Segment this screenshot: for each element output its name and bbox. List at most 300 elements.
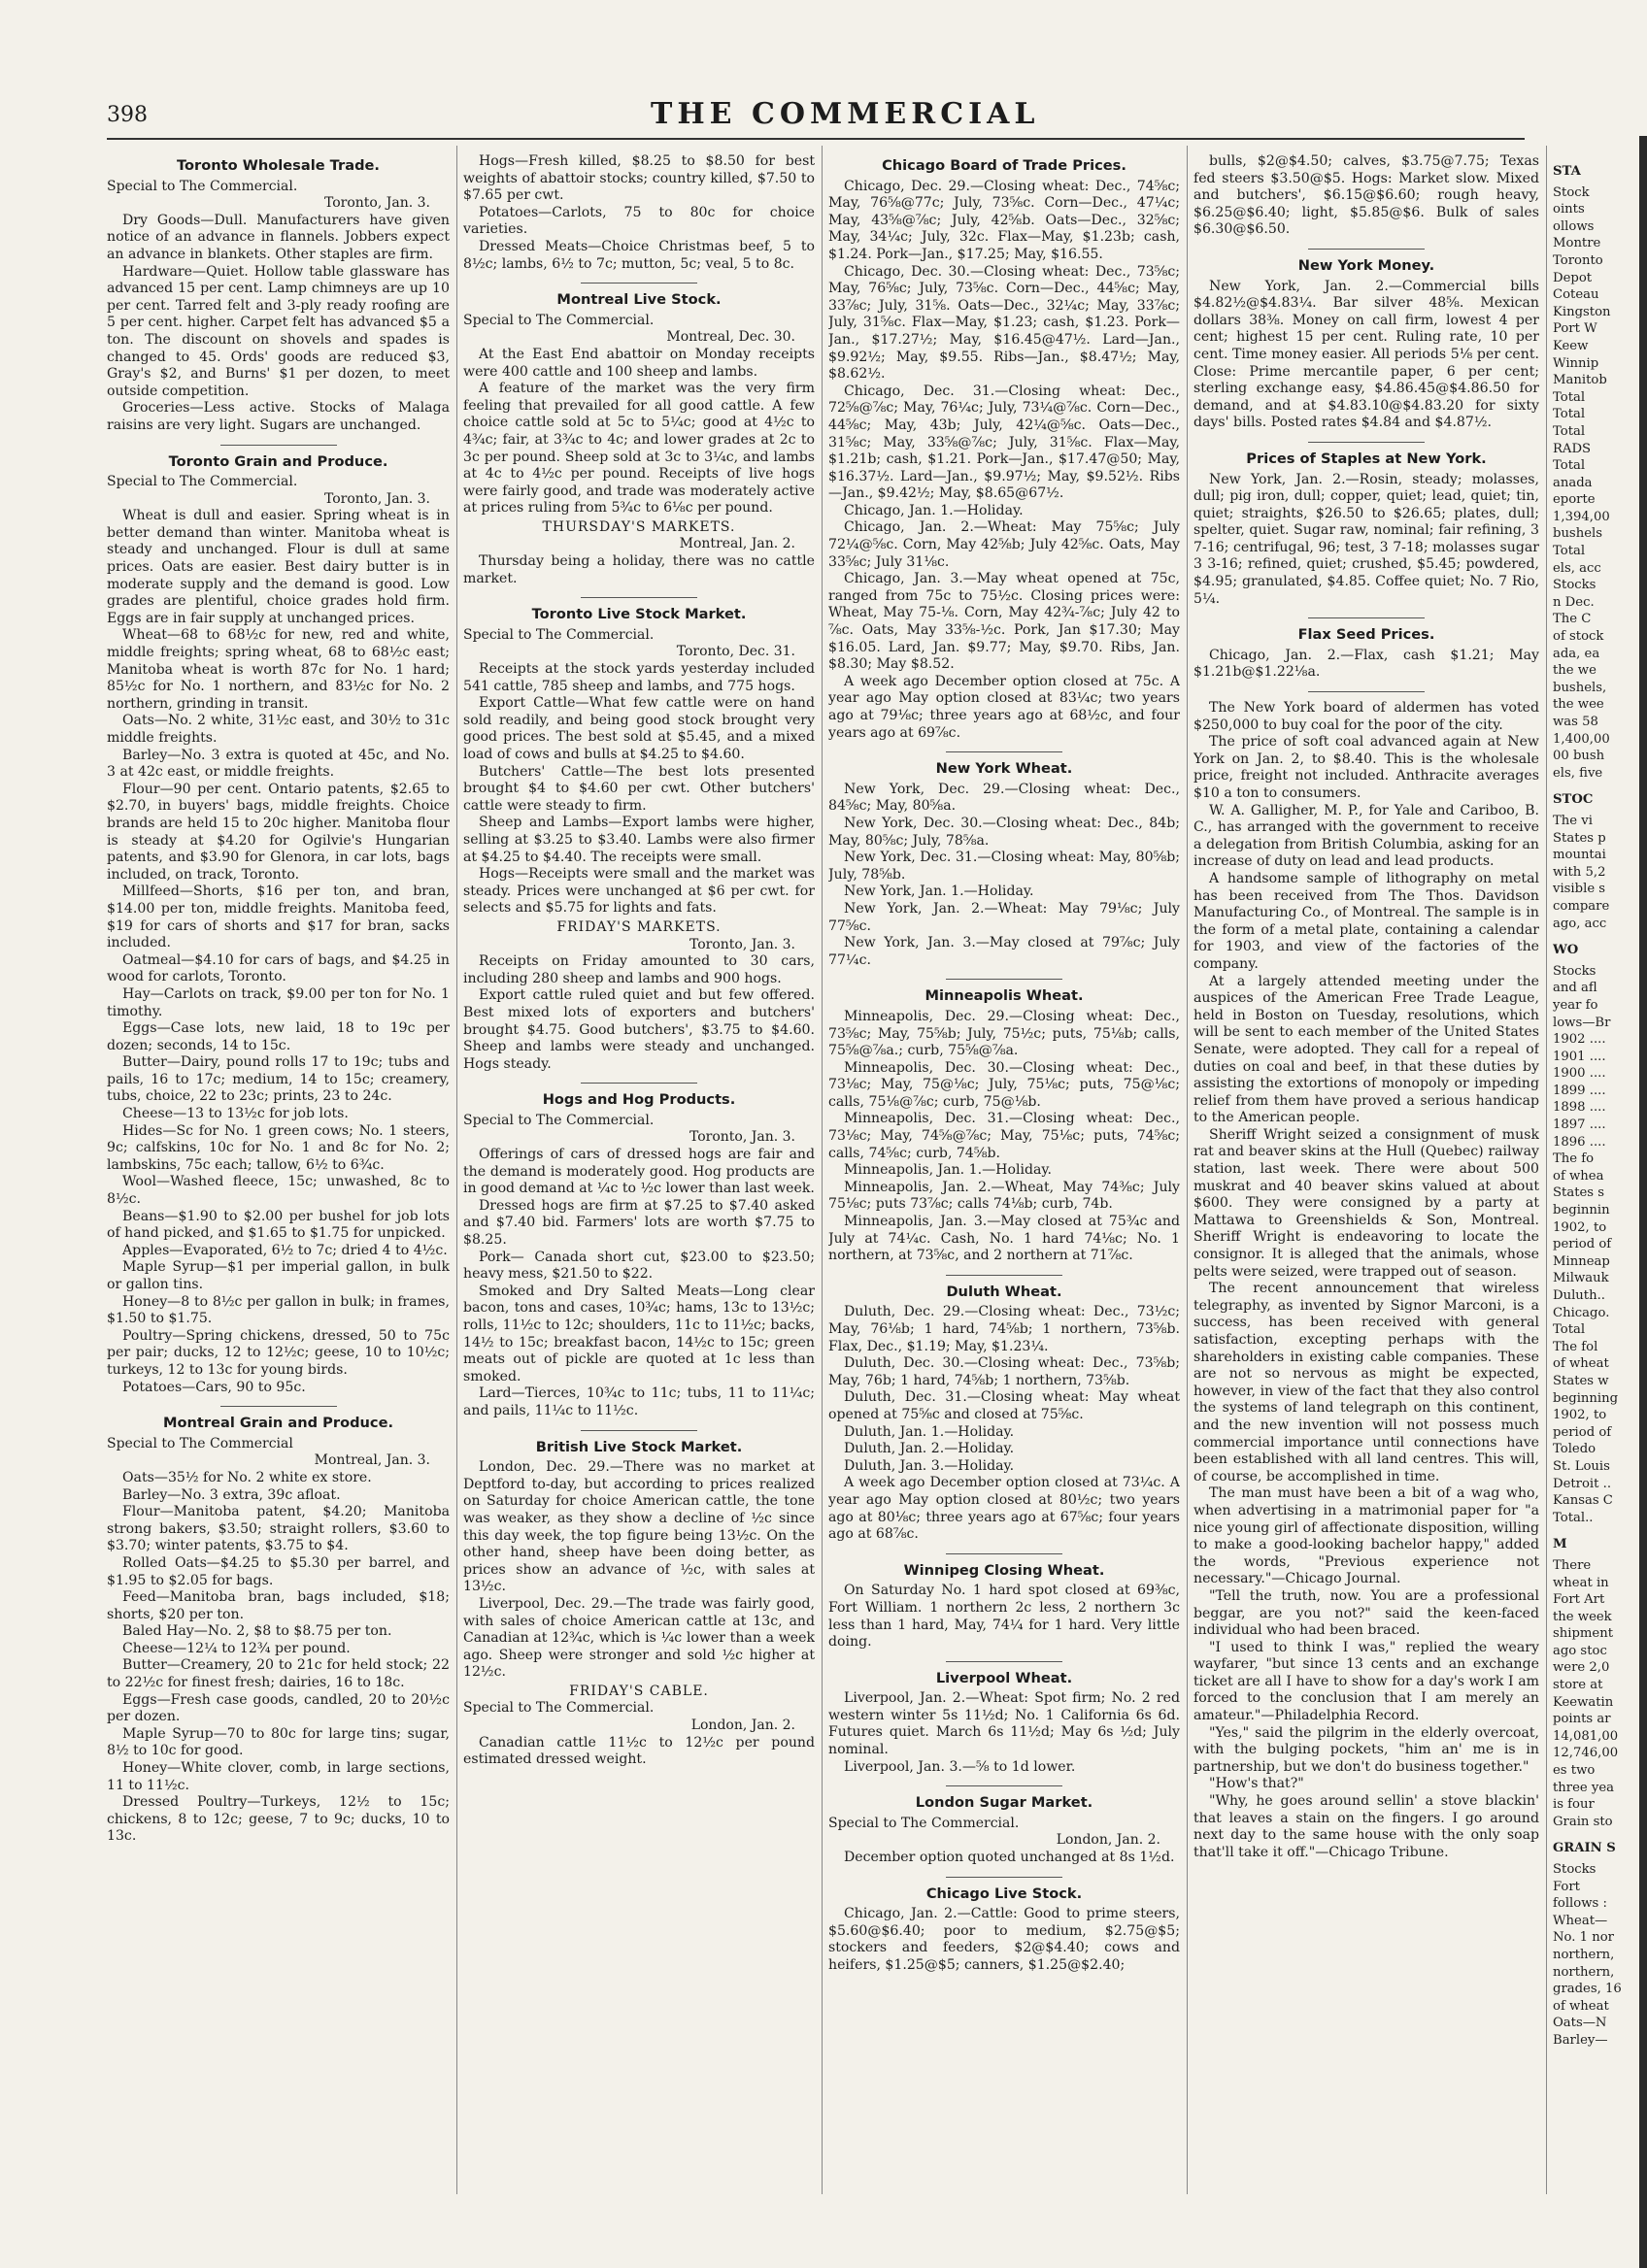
cropped-text-fragment: Port W [1553,321,1597,337]
cropped-text-fragment: 12,746,00 [1553,1746,1619,1761]
article-paragraph: Lard—Tierces, 10¾c to 11c; tubs, 11 to 11¼c; and pails, 11¼c to 11½c. [463,1385,815,1418]
dateline-source: Special to The Commercial [107,1435,293,1451]
cropped-text-fragment: ada, ea [1553,646,1600,661]
article [828,157,1180,742]
article-separator [220,1406,337,1407]
page-number: 398 [107,103,148,127]
article [828,987,1180,1265]
cropped-text-fragment: period of [1553,1237,1612,1252]
article-paragraph: Wheat—68 to 68½c for new, red and white, middle freights; spring wheat, 68 to 68½c east; Manitoba wheat is worth 87c for No. 1 hard; 85½c for No. 1 northern, and 83½c for No. 2 northern, grinding in transit. [107,627,450,712]
cropped-text-fragment: There [1553,1557,1592,1573]
article [1193,257,1539,432]
article [463,1091,815,1419]
cropped-text-fragment: Stocks [1553,963,1597,979]
dateline-place: Toronto, Jan. 3. [689,1129,795,1146]
cropped-text-fragment: Winnip [1553,355,1599,371]
article-separator [946,1785,1062,1786]
dateline-place: Montreal, Jan. 2. [679,536,795,552]
dateline-place: Toronto, Dec. 31. [676,644,795,660]
article-paragraph: Eggs—Fresh case goods, candled, 20 to 20½c per dozen. [107,1691,450,1725]
cropped-text-fragment: northern, [1553,1964,1615,1980]
article-paragraph: December option quoted unchanged at 8s 1½d. [844,1850,1175,1866]
article-paragraph: Liverpool, Jan. 2.—Wheat: Spot firm; No. 2 red western winter 5s 11½d; No. 1 California 6s 6d. Futures quiet. March 6s 11½d; May 6s ½d; July nominal. [828,1690,1180,1758]
cropped-text-fragment: States s [1553,1185,1605,1201]
article-headline: London Sugar Market. [915,1794,1093,1812]
article-separator [220,445,337,446]
article-paragraph: Maple Syrup—70 to 80c for large tins; sugar, 8½ to 10c for good. [107,1725,450,1759]
cropped-text-fragment: Chicago. [1553,1305,1610,1320]
cropped-text-fragment: Stock [1553,184,1590,200]
cropped-text-fragment: were 2,0 [1553,1660,1610,1676]
article-paragraph: Minneapolis, Dec. 30.—Closing wheat: Dec., 73⅛c; May, 75@⅛c; July, 75⅛c; puts, 75@⅛c; calls, 75⅛@⅞c; curb, 75@⅛b. [828,1059,1180,1110]
dateline-place: Toronto, Jan. 3. [323,195,430,212]
column-divider [822,146,823,2194]
cropped-text-fragment: Montre [1553,236,1601,251]
article-paragraph: W. A. Galligher, M. P., for Yale and Cariboo, B. C., has arranged with the government to receive a delegation from British Columbia, asking for an increase of duty on lead and lead products. [1193,802,1539,870]
cropped-text-fragment: 1902 .... [1553,1032,1606,1048]
article-paragraph: Beans—$1.90 to $2.00 per bushel for job lots of hand picked, and $1.65 to $1.75 for unpicked. [107,1208,450,1242]
section-subhead: FRIDAY'S MARKETS. [556,918,722,935]
article-paragraph: Dressed Poultry—Turkeys, 12½ to 15c; chickens, 8 to 12c; geese, 7 to 9c; ducks, 10 to 13c. [107,1794,450,1845]
cropped-text-fragment: Total [1553,458,1586,474]
article-paragraph: New York, Dec. 30.—Closing wheat: Dec., 84b; May, 80⅝c; July, 78⅝a. [828,815,1180,849]
cropped-text-fragment: Stocks [1553,578,1597,593]
dateline-place: London, Jan. 2. [1056,1832,1160,1849]
cropped-text-fragment: Milwauk [1553,1271,1609,1286]
article-headline: New York Wheat. [935,760,1073,778]
article [828,1562,1180,1651]
dateline-source: Special to The Commercial. [107,474,298,490]
cropped-text-fragment: Wheat— [1553,1913,1608,1928]
article [1193,450,1539,608]
article-paragraph: Export cattle ruled quiet and but few offered. Best mixed lots of exporters and butchers' brought $4.75. Good butchers', $3.75 to $4.60. Sheep and lambs were steady and unchanged. Hogs steady. [463,987,815,1072]
article-paragraph: Baled Hay—No. 2, $8 to $8.75 per ton. [122,1623,392,1640]
article-paragraph: New York, Jan. 1.—Holiday. [844,884,1034,900]
dateline-source: Special to The Commercial. [463,626,655,643]
dateline-place: Toronto, Jan. 3. [689,936,795,952]
cropped-text-fragment: eporte [1553,492,1596,508]
article-paragraph: Honey—White clover, comb, in large sections, 11 to 11½c. [107,1760,450,1793]
cropped-text-fragment: 1897 .... [1553,1117,1606,1133]
cropped-text-fragment: Kansas C [1553,1493,1613,1509]
column-4 [1193,153,1539,2183]
cropped-text-fragment: RADS [1553,441,1592,456]
dateline-source: Special to The Commercial. [463,312,655,328]
article-paragraph: A week ago December option closed at 75c. A year ago May option closed at 83¼c; two years ago at 79⅛c; three years ago at 68½c, and four years ago at 69⅞c. [828,673,1180,741]
dateline-place: London, Jan. 2. [690,1718,795,1734]
article-paragraph: New York, Jan. 3.—May closed at 79⅞c; July 77¼c. [828,935,1180,968]
article-paragraph: Chicago, Dec. 31.—Closing wheat: Dec., 72⅝@⅞c; May, 76¼c; July, 73¼@⅞c. Corn—Dec., 44⅝c; May, 43b; July, 42¼@⅝c. Oats—Dec., 31⅝c; May, 33⅝@⅞c; July, 31⅝c. Flax—May, $1.21b; cash, $1.21. Pork—Jan., $17.47@50; May, $16.37½. Lard—Jan., $9.97½; May, $9.52½. Ribs—Jan., $9.42½; May, $8.65@67½. [828,383,1180,502]
cropped-text-fragment: oints [1553,202,1585,217]
article-paragraph: Duluth, Dec. 30.—Closing wheat: Dec., 73⅝b; May, 76b; 1 hard, 74⅝b; 1 northern, 73⅝b. [828,1355,1180,1388]
article-separator [581,597,697,598]
cropped-text-fragment: was 58 [1553,715,1598,729]
cropped-text-fragment: beginning [1553,1390,1619,1406]
cropped-text-fragment: Barley— [1553,2032,1608,2048]
article-paragraph: A week ago December option closed at 73¼c. A year ago May option closed at 80½c; two years ago at 80⅛c; three years ago at 67⅝c; four years ago at 68⅞c. [828,1475,1180,1543]
article-paragraph: The recent announcement that wireless telegraphy, as invented by Signor Marconi, is a success, has been received with general satisfaction, excepting perhaps with the shareholders in existing cable companies. These are not so nervous as might be expected, however, in view of the fact that they also control the systems of land telegraph on this continent, and the new invention will not possess much commercial importance until connections have been established with all land centres. This will, of course, be accomplished in time. [1193,1281,1539,1484]
cropped-text-fragment: 14,081,00 [1553,1728,1619,1744]
article-paragraph: Potatoes—Carlots, 75 to 80c for choice varieties. [463,204,815,238]
article-headline: Duluth Wheat. [946,1283,1062,1300]
article-paragraph: Liverpool, Dec. 29.—The trade was fairly good, with sales of choice American cattle at 13c, and Canadian at 12¾c, which is ¼c lower than a week ago. Sheep were stronger and sold ½c higher at 12½c. [463,1595,815,1681]
article-paragraph: Apples—Evaporated, 6½ to 7c; dried 4 to 4½c. [122,1242,448,1258]
cropped-text-fragment: Stocks [1553,1862,1597,1877]
article [463,1439,815,1769]
article-paragraph: Minneapolis, Jan. 2.—Wheat, May 74⅜c; July 75⅛c; puts 73⅞c; calls 74⅛b; curb, 74b. [828,1179,1180,1213]
article-paragraph: Cheese—13 to 13½c for job lots. [122,1106,349,1122]
cropped-text-fragment: The fo [1553,1151,1595,1167]
article [1193,153,1539,239]
article [107,453,450,1397]
article-paragraph: Export Cattle—What few cattle were on hand sold readily, and being good stock brought very good prices. The best sold at $5.45, and a mixed load of cows and bulls at $4.25 to $4.60. [463,695,815,762]
article-paragraph: Hides—Sc for No. 1 green cows; No. 1 steers, 9c; calfskins, 10c for No. 1 and 8c for No. 2; lambskins, 75c each; tallow, 6½ to 6¾c. [107,1122,450,1173]
article-paragraph: Hardware—Quiet. Hollow table glassware has advanced 15 per cent. Lamp chimneys are up 10 per cent. Tarred felt and 3-ply ready roofing are 5 per cent. higher. Carpet felt has advanced $5 a ton. The discount on shovels and spades is changed to 45. Ords' goods are reduced $3, Gray's $2, and Burns' $1 per dozen, to meet outside competition. [107,263,450,399]
dateline-place: Toronto, Jan. 3. [323,490,430,507]
article-paragraph: London, Dec. 29.—There was no market at Deptford to-day, but according to prices realized on Saturday for choice American cattle, the tone was weaker, as they show a decline of ½c since this day week, the top figure being 13½c. On the other hand, sheep have been doing better, as prices show an advance of ½c, with sales at 13½c. [463,1459,815,1595]
article-paragraph: A handsome sample of lithography on metal has been received from The Thos. Davidson Manufacturing Co., of Montreal. The sample is in the form of a metal plate, containing a calendar for 1903, and view of the factories of the company. [1193,870,1539,972]
cropped-text-fragment: Kingston [1553,304,1611,319]
cropped-text-fragment: northern, [1553,1947,1615,1962]
article-paragraph: New York, Dec. 31.—Closing wheat: May, 80⅝b; July, 78⅝b. [828,850,1180,883]
article-paragraph: Oatmeal—$4.10 for cars of bags, and $4.25 in wood for carlots, Toronto. [107,951,450,985]
article-headline: Montreal Grain and Produce. [162,1415,394,1432]
article-separator [946,1553,1062,1554]
cropped-text-fragment: lows—Br [1553,1015,1611,1030]
article [828,1284,1180,1544]
cropped-text-fragment: 1900 .... [1553,1066,1606,1082]
cropped-text-fragment: Minneap [1553,1253,1610,1269]
article-paragraph: Flour—Manitoba patent, $4.20; Manitoba strong bakers, $3.50; straight rollers, $3.60 to $3.70; winter patents, $3.75 to $4. [107,1504,450,1554]
cropped-text-fragment: shipment [1553,1626,1614,1642]
page-edge [1639,136,1647,2268]
cropped-text-fragment: follows : [1553,1896,1607,1912]
cropped-text-fragment: 1898 .... [1553,1100,1606,1116]
cropped-text-fragment: beginnin [1553,1203,1610,1218]
article-separator [946,1275,1062,1276]
article [828,1794,1180,1866]
cropped-text-fragment: compare [1553,898,1610,914]
cropped-text-fragment: M [1553,1537,1567,1552]
article-paragraph: Dry Goods—Dull. Manufacturers have given notice of an advance in flannels. Jobbers expect an advance in blankets. Other staples are firm. [107,212,450,262]
cropped-text-fragment: ago, acc [1553,916,1607,931]
cropped-text-fragment: GRAIN S [1553,1841,1616,1856]
cropped-text-fragment: 1896 .... [1553,1134,1606,1150]
article-headline: Toronto Grain and Produce. [168,452,388,470]
article-paragraph: Barley—No. 3 extra, 39c afloat. [122,1486,341,1503]
cropped-text-fragment: St. Louis [1553,1458,1610,1474]
article-separator [1308,249,1425,250]
article-paragraph: Hogs—Receipts were small and the market was steady. Prices were unchanged at $6 per cwt. for selects and $5.75 for lights and fats. [463,866,815,917]
cropped-text-fragment: No. 1 nor [1553,1930,1614,1946]
cropped-text-fragment: Manitob [1553,373,1607,388]
article-paragraph: Oats—35½ for No. 2 white ex store. [122,1469,372,1485]
article-paragraph: Liverpool, Jan. 3.—⅝ to 1d lower. [844,1758,1076,1775]
cropped-text-fragment: The fol [1553,1339,1598,1354]
cropped-text-fragment: STA [1553,164,1581,179]
article-paragraph: Millfeed—Shorts, $16 per ton, and bran, $14.00 per ton, middle freights. Manitoba feed, $19 for cars of shorts and $17 for bran, sacks included. [107,884,450,951]
article-paragraph: "I used to think I was," replied the weary wayfarer, "but since 13 cents and an exchange ticket are all I have to show for a day's work I am forced to the conclusion that I am merely an amateur."—Philadelphia Record. [1193,1639,1539,1724]
cropped-text-fragment: States w [1553,1373,1609,1388]
article [463,153,815,273]
article-paragraph: Minneapolis, Dec. 29.—Closing wheat: Dec., 73⅝c; May, 75⅝b; July, 75½c; puts, 75⅛b; calls, 75⅝@⅞a.; curb, 75⅝@⅞a. [828,1008,1180,1059]
article-paragraph: Hogs—Fresh killed, $8.25 to $8.50 for best weights of abattoir stocks; country killed, $7.50 to $7.65 per cwt. [463,153,815,204]
article-paragraph: Thursday being a holiday, there was no cattle market. [463,553,815,586]
article-paragraph: Chicago, Jan. 2.—Wheat: May 75⅝c; July 72¼@⅝c. Corn, May 42⅝b; July 42⅝c. Oats, May 33⅝c; July 31⅛c. [828,519,1180,570]
article-paragraph: Chicago, Jan. 2.—Cattle: Good to prime steers, $5.60@$6.40; poor to medium, $2.75@$5; stockers and feeders, $2@$4.40; cows and heifers, $1.25@$5; canners, $1.25@$2.40; [828,1906,1180,1973]
article-headline: Liverpool Wheat. [935,1669,1073,1686]
article-paragraph: Eggs—Case lots, new laid, 18 to 19c per dozen; seconds, 14 to 15c. [107,1020,450,1053]
cropped-text-fragment: Toledo [1553,1442,1597,1457]
section-subhead: THURSDAY'S MARKETS. [542,518,736,535]
article-paragraph: "How's that?" [1209,1776,1304,1792]
cropped-text-fragment: Grain sto [1553,1814,1613,1829]
article-paragraph: Wool—Washed fleece, 15c; unwashed, 8c to 8½c. [107,1174,450,1208]
article-separator [581,283,697,284]
cropped-text-fragment: Fort [1553,1879,1580,1894]
cropped-text-fragment: Total [1553,423,1586,439]
column-2 [463,153,815,2183]
article-paragraph: Receipts at the stock yards yesterday included 541 cattle, 785 sheep and lambs, and 775 hogs. [463,661,815,694]
article-paragraph: The price of soft coal advanced again at New York on Jan. 2, to $8.40. This is the wholesale price, freight not included. Anthracite averages $10 a ton to consumers. [1193,734,1539,801]
cropped-text-fragment: the we [1553,663,1597,679]
article-paragraph: Receipts on Friday amounted to 30 cars, including 280 sheep and lambs and 900 hogs. [463,953,815,986]
article-paragraph: On Saturday No. 1 hard spot closed at 69⅜c, Fort William. 1 northern 2c less, 2 northern 3c less than 1 hard, May, 74¼ for 1 hard. Very little doing. [828,1583,1180,1651]
article-separator [581,1430,697,1431]
article-headline: Flax Seed Prices. [1297,626,1435,644]
article-separator [1308,442,1425,443]
article-paragraph: New York, Jan. 2.—Wheat: May 79⅛c; July 77⅝c. [828,900,1180,934]
article-paragraph: Butter—Dairy, pound rolls 17 to 19c; tubs and pails, 16 to 17c; medium, 14 to 15c; creamery, tubs, choice, 22 to 23c; prints, 23 to 24c. [107,1054,450,1105]
cropped-text-fragment: els, five [1553,765,1603,781]
cropped-text-fragment: Keew [1553,338,1589,353]
article-separator [1308,617,1425,618]
cropped-text-fragment: year fo [1553,997,1598,1013]
cropped-text-fragment: mountai [1553,848,1606,863]
cropped-text-fragment: 1,400,00 [1553,731,1610,747]
article-headline: Hogs and Hog Products. [542,1091,736,1109]
article [828,1885,1180,1975]
article-paragraph: Chicago, Jan. 3.—May wheat opened at 75c, ranged from 75c to 75½c. Closing prices were: Wheat, May 75-⅛. Corn, May 42¾-⅞c; July 42 to ⅞c. Oats, May 33⅝-½c. Pork, Jan $17.30; May $16.05. Lard, Jan. $9.77; May, $9.70. Ribs, Jan. $8.30; May $8.52. [828,571,1180,673]
column-1 [107,153,450,2183]
cropped-text-fragment: The C [1553,612,1592,627]
cropped-text-fragment: grades, 16 [1553,1982,1622,1997]
cropped-text-fragment: period of [1553,1424,1612,1440]
article-paragraph: "Tell the truth, now. You are a professional beggar, are you not?" said the keen-faced individual who had been braced. [1193,1587,1539,1639]
dateline-source: Special to The Commercial. [463,1700,655,1717]
column-3 [828,153,1180,2183]
cropped-text-fragment: els, acc [1553,560,1601,576]
cropped-text-fragment: of wheat [1553,1998,1609,2014]
article-separator [946,751,1062,752]
article-paragraph: Poultry—Spring chickens, dressed, 50 to 75c per pair; ducks, 12 to 12½c; geese, 10 to 10½c; turkeys, 12 to 13c for young birds. [107,1327,450,1378]
article-headline: Prices of Staples at New York. [1246,450,1487,467]
article-paragraph: Duluth, Jan. 1.—Holiday. [844,1423,1015,1440]
article-paragraph: At a largely attended meeting under the auspices of the American Free Trade League, held in Boston on Tuesday, resolutions, which will be sent to each member of the United States Senate, were adopted. They call for a repeal of duties on coal and beef, in that these duties by assisting the extortions of monopoly or impeding relief from them have proved a serious handicap to the American people. [1193,973,1539,1126]
dateline-source: Special to The Commercial. [107,178,298,194]
cropped-text-fragment: 1899 .... [1553,1083,1606,1098]
cropped-text-fragment: Keewatin [1553,1694,1614,1710]
cropped-text-fragment: of wheat [1553,1356,1609,1372]
cropped-text-fragment: the week [1553,1609,1612,1624]
cropped-text-fragment: Coteau [1553,287,1599,303]
article [828,760,1180,969]
article [107,1415,450,1846]
article-headline: Minneapolis Wheat. [924,987,1084,1005]
article-paragraph: Smoked and Dry Salted Meats—Long clear bacon, tons and cases, 10¾c; hams, 13c to 13½c; rolls, 11½c to 12c; shoulders, 11c to 11½c; backs, 14½ to 15c; breakfast bacon, 14½c to 15c; green meats out of pickle are quoted at 1c less than smoked. [463,1283,815,1384]
article-headline: Montreal Live Stock. [556,291,722,309]
cropped-text-fragment: STOC [1553,792,1594,808]
article-paragraph: Duluth, Jan. 2.—Holiday. [844,1441,1015,1457]
article-paragraph: bulls, $2@$4.50; calves, $3.75@7.75; Texas fed steers $3.50@$5. Hogs: Market slow. Mixed and butchers', $6.15@$6.60; rough heavy, $6.25@$6.40; light, $5.85@$6. Bulk of sales $6.30@$6.50. [1193,153,1539,238]
article-paragraph: Wheat is dull and easier. Spring wheat is in better demand than winter. Manitoba wheat is steady and unchanged. Flour is dull at same prices. Oats are easier. Best dairy butter is in moderate supply and the demand is good. Low grades are plentiful, choice grades hold firm. Eggs are in fair supply at unchanged prices. [107,508,450,626]
cropped-text-fragment: with 5,2 [1553,864,1606,880]
article-separator [946,979,1062,980]
cropped-text-fragment: ollows [1553,218,1595,234]
article-paragraph: Hay—Carlots on track, $9.00 per ton for No. 1 timothy. [107,985,450,1019]
cropped-text-fragment: Total [1553,389,1586,405]
cropped-text-fragment: Fort Art [1553,1592,1605,1608]
dateline-source: Special to The Commercial. [828,1815,1020,1831]
cropped-text-fragment: States p [1553,830,1606,846]
article [463,606,815,1073]
article-headline: Chicago Live Stock. [925,1884,1083,1902]
article-paragraph: Sheep and Lambs—Export lambs were higher, selling at $3.25 to $3.40. Lambs were also firmer at $4.25 to $4.40. The receipts were small. [463,815,815,865]
cropped-text-fragment: of stock [1553,629,1604,645]
article-paragraph: Canadian cattle 11½c to 12½c per pound estimated dressed weight. [463,1734,815,1768]
cropped-text-fragment: 00 bush [1553,749,1605,764]
article-paragraph: Butter—Creamery, 20 to 21c for held stock; 22 to 22½c for finest fresh; dairies, 16 to 18c. [107,1657,450,1691]
cropped-text-fragment: 1,394,00 [1553,509,1610,524]
article-paragraph: Barley—No. 3 extra is quoted at 45c, and No. 3 at 42c east, or middle freights. [107,747,450,781]
cropped-text-fragment: is four [1553,1797,1595,1813]
journal-title: THE COMMERCIAL [651,97,1040,131]
column-5-cropped [1553,153,1647,2183]
header-rule [107,138,1525,140]
article-paragraph: Pork— Canada short cut, $23.00 to $23.50; heavy mess, $21.50 to $22. [463,1249,815,1283]
article-paragraph: Offerings of cars of dressed hogs are fair and the demand is moderately good. Hog products are in good demand at ¼c to ½c lower than last week. [463,1147,815,1197]
section-subhead: FRIDAY'S CABLE. [569,1683,709,1699]
cropped-text-fragment: of whea [1553,1168,1604,1184]
cropped-text-fragment: Toronto [1553,252,1603,268]
article-paragraph: Groceries—Less active. Stocks of Malaga raisins are very light. Sugars are unchanged. [107,400,450,433]
column-divider [1546,146,1547,2194]
article-paragraph: New York, Jan. 2.—Commercial bills $4.82½@$4.83¼. Bar silver 48⅝. Mexican dollars 38⅜. Money on call firm, lowest 4 per cent; highest 15 per cent. Ruling rate, 10 per cent. Time money easier. All periods 5⅛ per cent. Close: Prime mercantile paper, 6 per cent; sterling exchange easy, $4.86.45@$4.86.50 for demand, and at $4.83.10@$4.83.20 for sixty days' bills. Posted rates $4.84 and $4.87½. [1193,278,1539,431]
article-separator [946,1877,1062,1878]
cropped-text-fragment: bushels, [1553,680,1607,695]
cropped-text-fragment: Total [1553,1322,1586,1338]
cropped-text-fragment: 1901 .... [1553,1049,1606,1064]
article-separator [581,1083,697,1084]
cropped-text-fragment: Total.. [1553,1510,1594,1525]
article-headline: New York Money. [1297,256,1435,274]
article [1193,700,1539,1861]
article-paragraph: Chicago, Dec. 30.—Closing wheat: Dec., 73⅝c; May, 76⅝c; July, 73⅝c. Corn—Dec., 44⅝c; May, 33⅞c; July, 31⅝. Oats—Dec., 32¼c; May, 33⅞c; July, 31⅝c. Flax—May, $1.23; cash, $1.23. Pork—Jan., $17.27½; May, $16.45@47½. Lard—Jan., $9.92½; May, $9.55. Ribs—Jan., $8.47½; May, $8.62½. [828,263,1180,383]
article-separator [946,1661,1062,1662]
cropped-text-fragment: and afl [1553,981,1597,996]
article-paragraph: At the East End abattoir on Monday receipts were 400 cattle and 100 sheep and lambs. [463,346,815,380]
article-paragraph: Honey—8 to 8½c per gallon in bulk; in frames, $1.50 to $1.75. [107,1293,450,1327]
article-paragraph: Dressed hogs are firm at $7.25 to $7.40 asked and $7.40 bid. Farmers' lots are worth $7.75 to $8.25. [463,1197,815,1249]
cropped-text-fragment: ago stoc [1553,1643,1607,1658]
cropped-text-fragment: wheat in [1553,1575,1609,1590]
article-paragraph: The man must have been a bit of a wag who, when advertising in a matrimonial paper for "a nice young girl of affectionate disposition, willing to make a good-looking bachelor happy," added the words, "Previous experience not necessary."—Chicago Journal. [1193,1485,1539,1587]
cropped-text-fragment: Oats—N [1553,2016,1607,2031]
article-paragraph: Minneapolis, Jan. 3.—May closed at 75¾c and July at 74¼c. Cash, No. 1 hard 74⅛c; No. 1 northern, at 73⅝c, and 2 northern at 71⅞c. [828,1214,1180,1264]
article-paragraph: Minneapolis, Jan. 1.—Holiday. [844,1162,1052,1179]
dateline-place: Montreal, Jan. 3. [314,1452,430,1469]
article-separator [1308,691,1425,692]
article-paragraph: Chicago, Jan. 1.—Holiday. [844,502,1024,518]
cropped-text-fragment: points ar [1553,1712,1611,1727]
article [107,157,450,435]
cropped-text-fragment: anada [1553,475,1593,490]
article-paragraph: Duluth, Jan. 3.—Holiday. [844,1457,1015,1474]
cropped-text-fragment: Total [1553,407,1586,422]
article-headline: Winnipeg Closing Wheat. [903,1561,1105,1579]
article-paragraph: Butchers' Cattle—The best lots presented brought $4 to $4.60 per cwt. Other butchers' cattle were steady to firm. [463,763,815,814]
column-divider [456,146,457,2194]
article-paragraph: Duluth, Dec. 31.—Closing wheat: May wheat opened at 75⅝c and closed at 75⅝c. [828,1389,1180,1422]
article-paragraph: Duluth, Dec. 29.—Closing wheat: Dec., 73½c; May, 76⅛b; 1 hard, 74⅝b; 1 northern, 73⅝b. Flax, Dec., $1.19; May, $1.23¼. [828,1304,1180,1354]
cropped-text-fragment: WO [1553,943,1579,958]
article-paragraph: Oats—No. 2 white, 31½c east, and 30½ to 31c middle freights. [107,713,450,746]
article-headline: Chicago Board of Trade Prices. [882,157,1126,174]
dateline-place: Montreal, Dec. 30. [666,329,795,346]
cropped-text-fragment: n Dec. [1553,594,1595,610]
article-paragraph: New York, Jan. 2.—Rosin, steady; molasses, dull; pig iron, dull; copper, quiet; lead, quiet; tin, quiet; straights, $26.50 to $26.65; plates, dull; spelter, quiet. Sugar raw, nominal; fair refining, 3 7-16; centrifugal, 96; test, 3 7-18; molasses sugar 3 3-16; refined, quiet; crushed, $5.45; powdered, $4.95; granulated, $4.85. Coffee quiet; No. 7 Rio, 5¼. [1193,471,1539,607]
article-paragraph: Potatoes—Cars, 90 to 95c. [122,1379,306,1395]
cropped-text-fragment: es two [1553,1763,1596,1779]
article-paragraph: Feed—Manitoba bran, bags included, $18; shorts, $20 per ton. [107,1589,450,1622]
article-paragraph: Chicago, Jan. 2.—Flax, cash $1.21; May $1.21b@$1.22⅛a. [1193,647,1539,681]
cropped-text-fragment: Detroit .. [1553,1476,1612,1491]
article-paragraph: A feature of the market was the very firm feeling that prevailed for all good cattle. A few choice cattle sold at 5c to 5¼c; good at 4½c to 4¾c; fair, at 3¾c to 4c; and lower grades at 2c to 3c per pound. Sheep sold at 3c to 3¼c, and lambs at 4c to 4½c per pound. Receipts of live hogs were fairly good, and trade was moderately active at prices ruling from 5¾c to 6⅛c per pound. [463,381,815,517]
article-paragraph: Chicago, Dec. 29.—Closing wheat: Dec., 74⅝c; May, 76⅝@77c; July, 73⅝c. Corn—Dec., 47¼c; May, 43⅝@⅞c; July, 42⅝b. Oats—Dec., 32⅝c; May, 34¼c; July, 32c. Flax—May, $1.23b; cash, $1.24. Pork—Jan., $17.25; May, $16.55. [828,178,1180,262]
article-headline: British Live Stock Market. [535,1438,743,1455]
article-headline: Toronto Wholesale Trade. [177,157,380,174]
cropped-text-fragment: three yea [1553,1780,1615,1795]
cropped-text-fragment: the wee [1553,697,1604,713]
article-paragraph: New York, Dec. 29.—Closing wheat: Dec., 84⅝c; May, 80⅝a. [828,781,1180,815]
article-paragraph: Minneapolis, Dec. 31.—Closing wheat: Dec., 73⅛c; May, 74⅝@⅞c; May, 75⅛c; puts, 74⅝c; calls, 74⅝c; curb, 74⅝b. [828,1111,1180,1161]
article [1193,626,1539,682]
cropped-text-fragment: 1902, to [1553,1219,1607,1235]
column-divider [1187,146,1188,2194]
article-headline: Toronto Live Stock Market. [531,606,747,623]
cropped-text-fragment: Depot [1553,270,1593,285]
cropped-text-fragment: Duluth.. [1553,1288,1605,1303]
cropped-text-fragment: The vi [1553,813,1593,828]
article-paragraph: Sheriff Wright seized a consignment of musk rat and beaver skins at the Hull (Quebec) railway station, last week. There were about 500 muskrat and 40 beaver skins valued at about $600. They were consigned by a party at Mattawa to Greenshields & Son, Montreal. Sheriff Wright is endeavoring to locate the consignor. It is alleged that the animals, whose pelts were seized, were trapped out of season. [1193,1126,1539,1280]
article-paragraph: Flour—90 per cent. Ontario patents, $2.65 to $2.70, in buyers' bags, middle freights. Choice brands are held 15 to 20c higher. Manitoba flour is steady at $4.20 for Ogilvie's Hungarian patents, and $3.90 for Glenora, in car lots, bags included, on track, Toronto. [107,781,450,883]
article-paragraph: The New York board of aldermen has voted $250,000 to buy coal for the poor of the city. [1193,700,1539,733]
cropped-text-fragment: Total [1553,544,1586,559]
article-paragraph: Rolled Oats—$4.25 to $5.30 per barrel, and $1.95 to $2.05 for bags. [107,1554,450,1588]
article-paragraph: "Why, he goes around sellin' a stove blackin' that leaves a stain on the fingers. I go around next day to the same house with the only soap that'll take it off."—Chicago Tribune. [1193,1793,1539,1860]
article-paragraph: Dressed Meats—Choice Christmas beef, 5 to 8½c; lambs, 6½ to 7c; mutton, 5c; veal, 5 to 8c. [463,238,815,272]
article-paragraph: "Yes," said the pilgrim in the elderly overcoat, with the bulging pockets, "him an' me is in partnership, but we don't do business together." [1193,1724,1539,1775]
article-paragraph: Maple Syrup—$1 per imperial gallon, in bulk or gallon tins. [107,1259,450,1292]
article-paragraph: Cheese—12¼ to 12¾ per pound. [122,1640,351,1656]
article [463,291,815,587]
cropped-text-fragment: bushels [1553,526,1602,542]
cropped-text-fragment: visible s [1553,882,1606,897]
dateline-source: Special to The Commercial. [463,1112,655,1128]
cropped-text-fragment: 1902, to [1553,1408,1607,1423]
article [828,1670,1180,1777]
page-header [107,89,1525,138]
